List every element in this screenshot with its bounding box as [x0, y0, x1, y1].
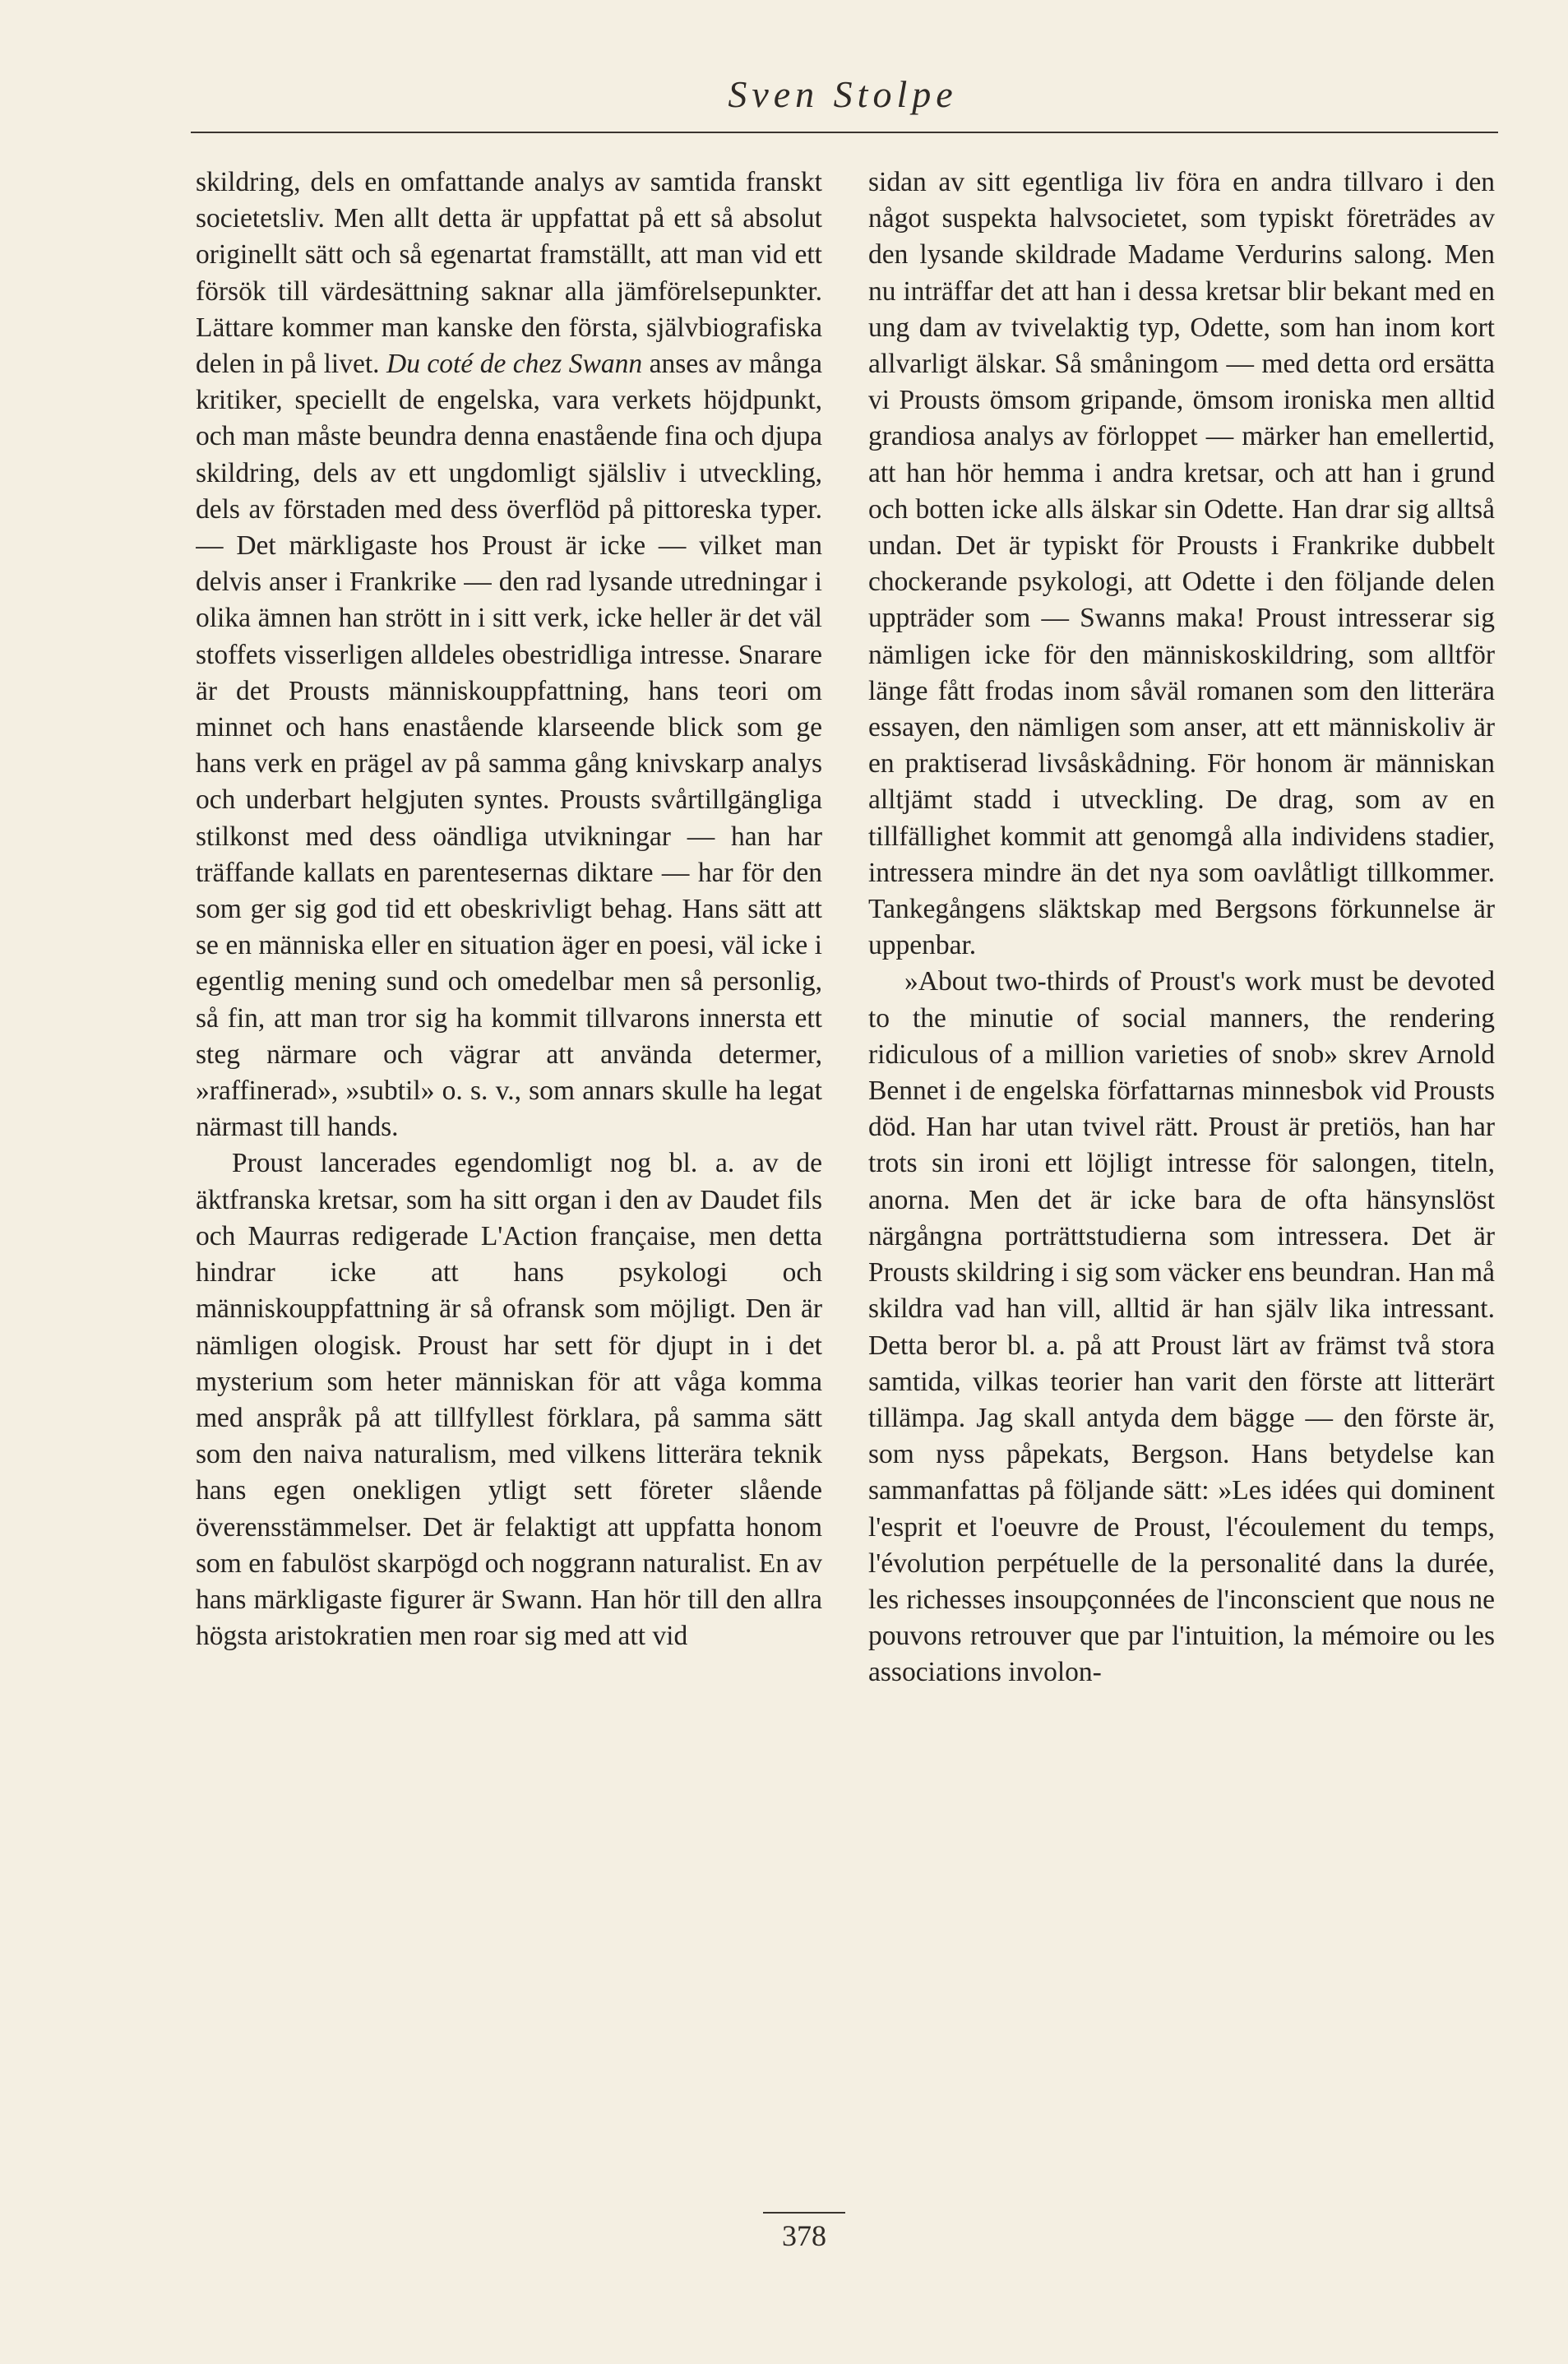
left-paragraph-2: Proust lancerades egendomligt nog bl. a. av de äktfranska kretsar, som ha sitt organ i den av Daudet fils och Maurras redigerade L'Action française, men detta hindrar icke att hans psykologi och människouppfattning är så ofransk som möjligt. Den är nämligen ologisk. Proust har sett för djupt in i det mysterium som heter människan för att våga komma med anspråk på att tillfyllest förklara, på samma sätt som den naiva naturalism, med vilkens litterära teknik hans egen onekligen ytligt sett företer slående överensstämmelser. Det är felaktigt att uppfatta honom som en fabulöst skarpögd och noggrann naturalist. En av hans märkligaste figurer är Swann. Han hör till den allra högsta aristokratien men roar sig med att vid [196, 1148, 822, 1652]
left-paragraph-1 [196, 164, 822, 1145]
right-column [868, 164, 1495, 2171]
book-title: Du coté de chez Swann [386, 349, 643, 380]
header-rule [191, 132, 1498, 133]
left-paragraph-1-continued: anses av många kritiker, speciellt de engelska, vara verkets höjdpunkt, och man måste beundra denna enastående fina och djupa skildring, dels av ett ungdomligt själsliv i utveckling, dels av förstaden med dess överflöd på pittoreska typer. — Det märkligaste hos Proust är icke — vilket man delvis anser i Frankrike — den rad lysande utredningar i olika ämnen han strött in i sitt verk, icke heller är det väl stoffets visserligen alldeles obestridliga intresse. Snarare är det Prousts människouppfattning, hans teori om minnet och hans enastående klarseende blick som ge hans verk en prägel av på samma gång knivskarp analys och underbart helgjuten syntes. Prousts svårtillgängliga stilkonst med dess oändliga utvikningar — han har träffande kallats en parentesernas diktare — har för den som ger sig god tid ett obeskrivligt behag. Hans sätt att se en människa eller en situation äger en poesi, väl icke i egentlig mening sund och omedelbar men så personlig, så fin, att man tror sig ha kommit tillvarons innersta ett steg närmare och vägrar att använda determer, »raffinerad», »subtil» o. s. v., som annars skulle ha legat närmast till hands. [196, 349, 822, 1143]
page-number: 378 [782, 2219, 826, 2252]
running-header-author: Sven Stolpe [728, 73, 958, 115]
footer-rule [763, 2212, 845, 2214]
left-column [196, 164, 822, 2171]
right-paragraph-1: sidan av sitt egentliga liv föra en andra tillvaro i den något suspekta halvsocietet, som typiskt företrädes av den lysande skildrade Madame Verdurins salong. Men nu inträffar det att han i dessa kretsar blir bekant med en ung dam av tvivelaktig typ, Odette, som han inom kort allvarligt älskar. Så småningom — med detta ord ersätta vi Prousts ömsom gripande, ömsom ironiska men alltid grandiosa analys av förloppet — märker han emellertid, att han hör hemma i andra kretsar, och att han i grund och botten icke alls älskar sin Odette. Han drar sig alltså undan. Det är typiskt för Prousts i Frankrike dubbelt chockerande psykologi, att Odette i den följande delen uppträder som — Swanns maka! Proust intresserar sig nämligen icke för den människoskildring, som alltför länge fått frodas inom såväl romanen som den litterära essayen, den nämligen som anser, att ett människoliv är en praktiserad livsåskådning. För honom är människan alltjämt stadd i utveckling. De drag, som av en tillfällighet kommit att genomgå alla individens stadier, intressera mindre än det nya som oavlåtligt tillkommer. Tankegångens släktskap med Bergsons förkunnelse är uppenbar. [868, 167, 1495, 961]
left-paragraph-1-text: skildring, dels en omfattande analys av samtida franskt societetsliv. Men allt detta är uppfattat på ett så absolut originellt sätt och så egenartat framställt, att man vid ett försök till värdesättning saknar alla jämförelsepunkter. Lättare kommer man kanske den första, självbiografiska delen in på livet. [196, 167, 822, 380]
right-paragraph-2: »About two-thirds of Proust's work must be devoted to the minutie of social manners, the rendering ridiculous of a million varieties of snob» skrev Arnold Bennet i de engelska författarnas minnesbok vid Prousts död. Han har utan tvivel rätt. Proust är pretiös, han har trots sin ironi ett löjligt intresse för salongen, titeln, anorna. Men det är icke bara de ofta hänsynslöst närgångna porträttstudierna som intressera. Det är Prousts skildring i sig som väcker ens beundran. Han må skildra vad han vill, alltid är han själv lika intressant. Detta beror bl. a. på att Proust lärt av främst två stora samtida, vilkas teorier han varit den förste att litterärt tillämpa. Jag skall antyda dem bägge — den förste är, som nyss påpekats, Bergson. Hans betydelse kan sammanfattas på följande sätt: »Les idées qui dominent l'esprit et l'oeuvre de Proust, l'écoulement du temps, l'évolution perpétuelle de la personalité dans la durée, les richesses insoupçonnées de l'inconscient que nous ne pouvons retrouver que par l'intuition, la mémoire ou les associations involon- [868, 966, 1495, 1688]
